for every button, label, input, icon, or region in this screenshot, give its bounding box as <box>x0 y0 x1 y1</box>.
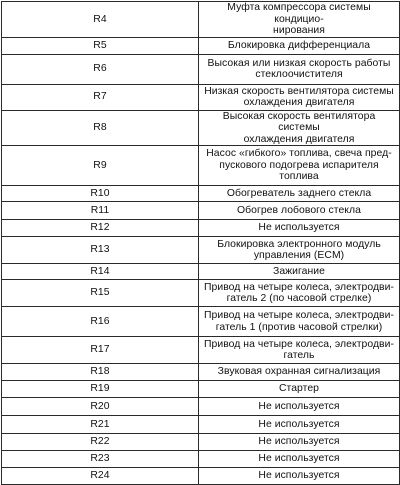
relay-id-cell: R10 <box>2 186 199 202</box>
relay-description-cell: Блокировка электронного модуль управления (ECM) <box>199 237 400 264</box>
relay-table <box>1 1 400 485</box>
table-row <box>2 110 400 146</box>
relay-description-cell: Зажигание <box>199 264 400 280</box>
relay-description-cell: Привод на четыре колеса, электродви- гатель <box>199 337 400 364</box>
relay-id-cell: R20 <box>2 398 199 416</box>
relay-id-cell: R24 <box>2 468 199 485</box>
table-row <box>2 264 400 280</box>
relay-id-cell: R14 <box>2 264 199 280</box>
table-row <box>2 416 400 434</box>
relay-description-cell: Не используется <box>199 434 400 451</box>
table-row <box>2 202 400 220</box>
relay-description-cell: Звуковая охранная сигнализация <box>199 364 400 381</box>
table-row <box>2 337 400 364</box>
relay-description-cell: Обогрев лобового стекла <box>199 202 400 220</box>
relay-description-cell: Насос «гибкого» топлива, свеча пред- пускового подогрева испарителя топлива <box>199 146 400 186</box>
table-row <box>2 37 400 54</box>
relay-description-cell: Привод на четыре колеса, электродви- гатель 2 (по часовой стрелке) <box>199 280 400 307</box>
relay-description-cell: Муфта компрессора системы кондицио- нирования <box>199 2 400 38</box>
table-row <box>2 398 400 416</box>
table-row <box>2 364 400 381</box>
relay-id-cell: R4 <box>2 2 199 38</box>
table-row <box>2 434 400 451</box>
relay-id-cell: R21 <box>2 416 199 434</box>
relay-id-cell: R9 <box>2 146 199 186</box>
table-row <box>2 468 400 485</box>
table-row <box>2 237 400 264</box>
relay-id-cell: R18 <box>2 364 199 381</box>
relay-id-cell: R17 <box>2 337 199 364</box>
relay-description-cell: Не используется <box>199 468 400 485</box>
table-row <box>2 146 400 186</box>
table-row <box>2 2 400 38</box>
relay-id-cell: R16 <box>2 307 199 337</box>
relay-description-cell: Не используется <box>199 220 400 237</box>
relay-id-cell: R13 <box>2 237 199 264</box>
relay-id-cell: R23 <box>2 451 199 468</box>
relay-description-cell: Низкая скорость вентилятора системы охлаждения двигателя <box>199 84 400 110</box>
table-row <box>2 280 400 307</box>
relay-description-cell: Не используется <box>199 416 400 434</box>
table-row <box>2 186 400 202</box>
relay-description-cell: Не используется <box>199 451 400 468</box>
relay-id-cell: R7 <box>2 84 199 110</box>
relay-description-cell: Высокая или низкая скорость работы стеклоочистителя <box>199 54 400 84</box>
table-row <box>2 54 400 84</box>
relay-id-cell: R22 <box>2 434 199 451</box>
relay-description-cell: Привод на четыре колеса, электродви- гатель 1 (против часовой стрелки) <box>199 307 400 337</box>
table-row <box>2 307 400 337</box>
relay-description-cell: Стартер <box>199 381 400 398</box>
relay-description-cell: Высокая скорость вентилятора системы охлаждения двигателя <box>199 110 400 146</box>
relay-description-cell: Не используется <box>199 398 400 416</box>
relay-id-cell: R11 <box>2 202 199 220</box>
table-row <box>2 451 400 468</box>
relay-id-cell: R8 <box>2 110 199 146</box>
relay-id-cell: R6 <box>2 54 199 84</box>
table-row <box>2 381 400 398</box>
relay-id-cell: R5 <box>2 37 199 54</box>
relay-id-cell: R15 <box>2 280 199 307</box>
relay-id-cell: R12 <box>2 220 199 237</box>
table-row <box>2 84 400 110</box>
relay-description-cell: Блокировка дифференциала <box>199 37 400 54</box>
relay-id-cell: R19 <box>2 381 199 398</box>
table-row <box>2 220 400 237</box>
relay-description-cell: Обогреватель заднего стекла <box>199 186 400 202</box>
relay-table-body <box>2 2 400 485</box>
